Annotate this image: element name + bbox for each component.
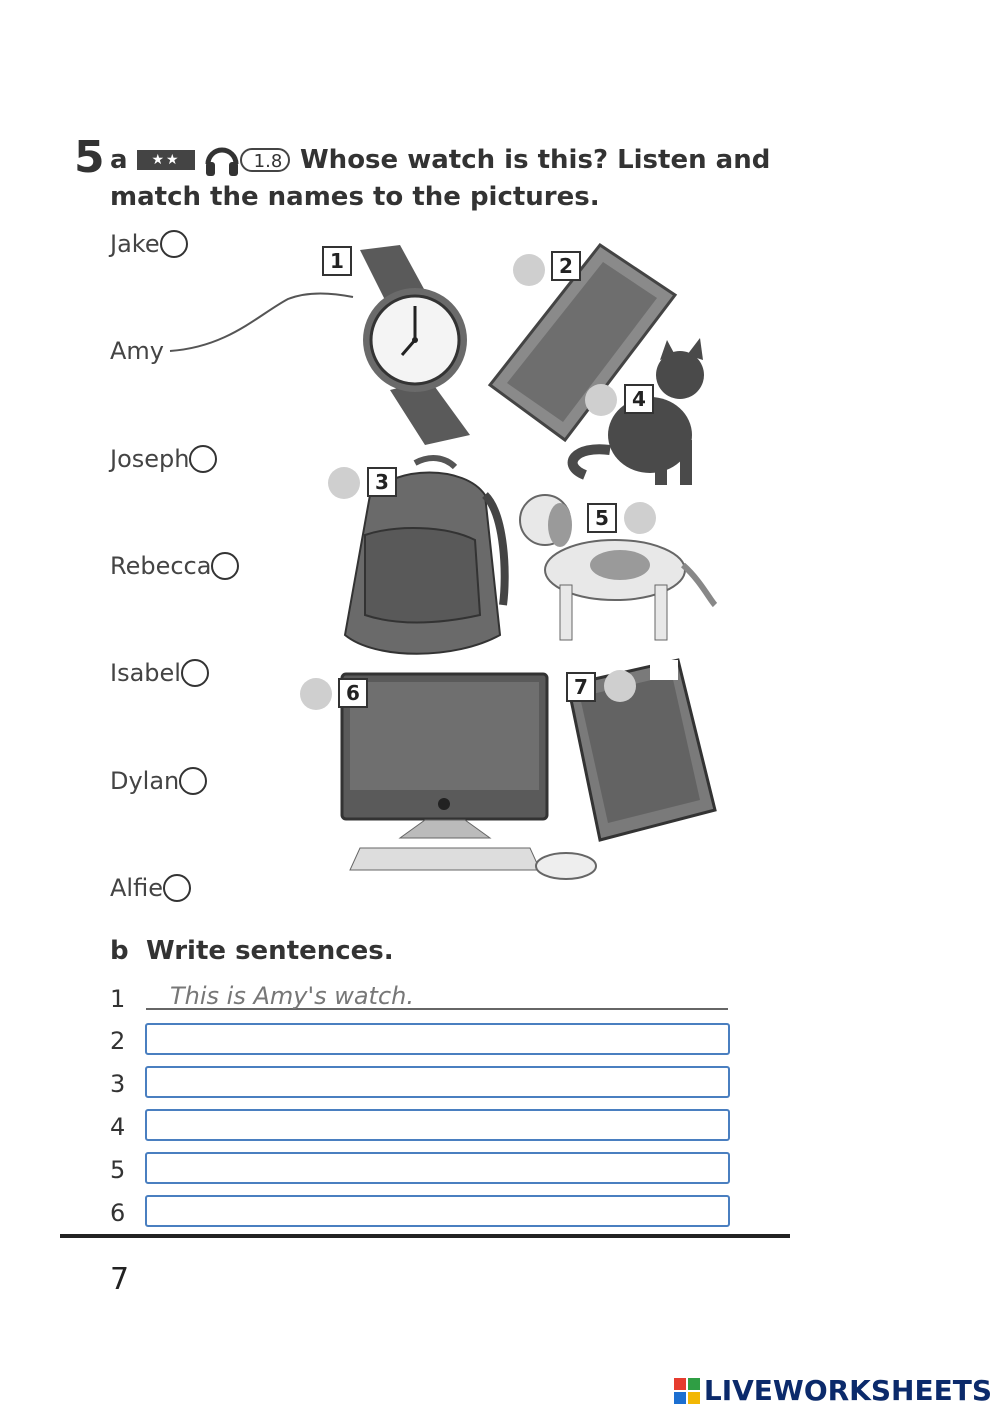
headphones-icon [202, 140, 242, 180]
name-label: Dylan [110, 767, 180, 795]
part-a-letter: a [110, 145, 128, 175]
row-number: 5 [110, 1156, 126, 1184]
part-b-title: Write sentences. [146, 936, 394, 966]
brand-name: LIVEWORKSHEETS [703, 1374, 992, 1407]
picture-number: 5 [587, 503, 617, 533]
answer-input-3[interactable] [145, 1066, 730, 1098]
picture-number: 1 [322, 246, 352, 276]
match-point-joseph[interactable] [189, 445, 217, 473]
name-item-joseph [110, 445, 217, 473]
row-number: 1 [110, 985, 126, 1013]
watch-icon [330, 240, 490, 450]
cat-icon [555, 335, 715, 495]
name-item-dylan [110, 767, 207, 795]
match-point-dylan[interactable] [179, 767, 207, 795]
picture-number: 7 [566, 672, 596, 702]
row-number: 6 [110, 1199, 126, 1227]
page-number: 7 [110, 1262, 130, 1297]
backpack-icon [335, 455, 510, 660]
name-label: Isabel [110, 659, 181, 687]
exercise-number: 5 [74, 132, 105, 183]
instruction-line-2: match the names to the pictures. [110, 182, 600, 212]
name-label: Jake [110, 230, 160, 258]
picture-number: 4 [624, 384, 654, 414]
match-point-jake[interactable] [160, 230, 188, 258]
drop-target-4[interactable] [585, 384, 617, 416]
name-label: Joseph [110, 445, 190, 473]
brand-logo [674, 1374, 992, 1407]
divider [60, 1234, 790, 1238]
drop-target-2[interactable] [513, 254, 545, 286]
name-label: Alfie [110, 874, 163, 902]
answer-input-6[interactable] [145, 1195, 730, 1227]
answer-input-5[interactable] [145, 1152, 730, 1184]
match-point-alfie[interactable] [163, 874, 191, 902]
row-number: 3 [110, 1070, 126, 1098]
name-item-rebecca [110, 552, 239, 580]
match-point-isabel[interactable] [181, 659, 209, 687]
row-number: 4 [110, 1113, 126, 1141]
name-label: Amy [110, 337, 164, 365]
answer-input-4[interactable] [145, 1109, 730, 1141]
picture-number: 2 [551, 251, 581, 281]
audio-track-label[interactable]: 1.8 [240, 148, 290, 172]
drop-target-6[interactable] [300, 678, 332, 710]
name-item-isabel [110, 659, 209, 687]
answer-input-2[interactable] [145, 1023, 730, 1055]
drop-target-7[interactable] [604, 670, 636, 702]
example-sentence: This is Amy's watch. [146, 982, 728, 1010]
drop-target-3[interactable] [328, 467, 360, 499]
name-item-alfie [110, 874, 191, 902]
difficulty-stars: ★★ [137, 150, 195, 170]
instruction-line-1: Whose watch is this? Listen and [300, 145, 771, 175]
match-point-rebecca[interactable] [211, 552, 239, 580]
name-item-amy [110, 337, 164, 365]
row-number: 2 [110, 1027, 126, 1055]
liveworksheets-logo-icon [674, 1378, 700, 1404]
part-b-letter: b [110, 936, 129, 966]
picture-number: 6 [338, 678, 368, 708]
name-label: Rebecca [110, 552, 212, 580]
name-item-jake [110, 230, 188, 258]
picture-number: 3 [367, 467, 397, 497]
drop-target-5[interactable] [624, 502, 656, 534]
